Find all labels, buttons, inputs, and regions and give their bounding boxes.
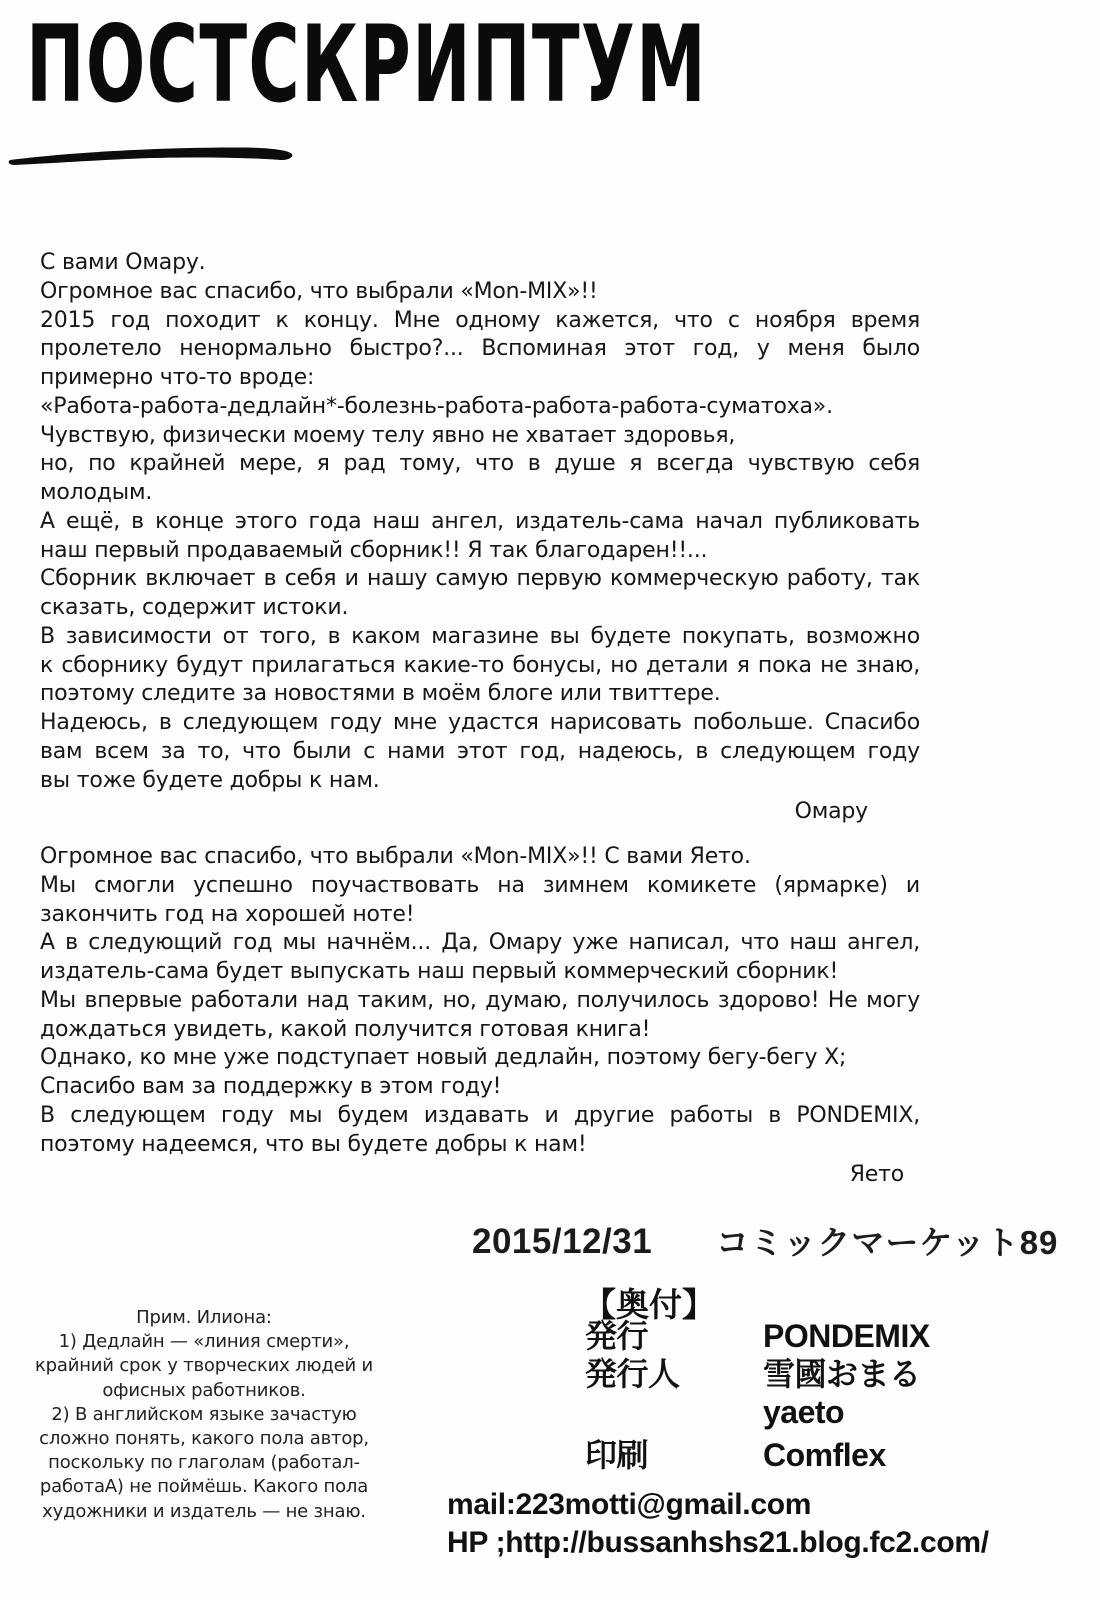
- note-line: поскольку по глаголам (работал-: [48, 1452, 360, 1474]
- note-line: 1) Дедлайн — «линия смерти»,: [58, 1331, 350, 1353]
- text-line: Огромное вас спасибо, что выбрали «Mon-MIX»!! С вами Яето.: [40, 844, 751, 869]
- note-line: офисных работников.: [102, 1379, 306, 1401]
- note-line: Прим. Илиона:: [136, 1307, 272, 1328]
- text-line: вы тоже будете добры к нам.: [40, 767, 380, 793]
- text-line: «Работа-работа-дедлайн*-болезнь-работа-работа-работа-суматоха».: [40, 393, 833, 419]
- text-line: закончить год на хорошей ноте!: [40, 901, 415, 927]
- text-line: Надеюсь, в следующем году мне удастся нарисовать побольше. Спасибо: [40, 710, 920, 735]
- text-line: пролетело ненормально быстро?... Вспоминая этот год, у меня было: [40, 336, 920, 362]
- note-line: работаА) не поймёшь. Какого пола: [39, 1476, 369, 1498]
- text-line: примерно что-то вроде:: [40, 365, 315, 390]
- text-line: Мы смогли успешно поучаствовать на зимнем комикете (ярмарке) и: [40, 872, 920, 898]
- text-line: Чувствую, физически моему телу явно не хватает здоровья,: [40, 422, 736, 448]
- signature-omaru: Омару: [794, 799, 868, 825]
- text-line: В зависимости от того, в каком магазине вы будете покупать, возможно: [40, 623, 920, 649]
- text-line: дождаться увидеть, какой получится готовая книга!: [40, 1016, 651, 1042]
- note-line: крайний срок у творческих людей и: [35, 1355, 373, 1377]
- text-line: поэтому надеемся, что вы будете добры к нам!: [40, 1131, 587, 1157]
- colophon-label-issuer: 発行人: [585, 1356, 680, 1392]
- text-line: 2015 год походит к концу. Мне одному кажется, что с ноября время: [40, 307, 920, 333]
- text-line: Сборник включает в себя и нашу самую первую коммерческую работу, так: [40, 566, 920, 592]
- note-line: художники и издатель — не знаю.: [42, 1500, 366, 1522]
- event-name: コミックマーケット89: [716, 1224, 1059, 1261]
- brush-underline-icon: [6, 138, 298, 170]
- translator-note: [28, 1306, 380, 1524]
- text-line: С вами Омару.: [40, 250, 206, 275]
- text-line: издатель-сама будет выпускать наш первый коммерческий сборник!: [40, 959, 839, 984]
- colophon-value-issuer: 雪國おまる: [763, 1356, 921, 1392]
- text-line: наш первый продаваемый сборник!! Я так благодарен!!...: [40, 537, 708, 563]
- text-line: Спасибо вам за поддержку в этом году!: [40, 1074, 502, 1099]
- afterword-omaru-paragraph: [40, 249, 920, 827]
- text-line: молодым.: [40, 480, 153, 505]
- colophon-header: 【奥付】: [583, 1286, 715, 1323]
- signature-yaeto: Яето: [849, 1162, 904, 1188]
- page-title: ПОСТСКРИПТУМ: [26, 3, 708, 126]
- text-line: В следующем году мы будем издавать и другие работы в PONDEMIX,: [40, 1102, 920, 1128]
- afterword-yaeto-paragraph: [40, 843, 920, 1190]
- text-line: сказать, содержит истоки.: [40, 595, 349, 620]
- note-line: 2) В английском языке зачастую: [51, 1403, 357, 1425]
- text-line: но, по крайней мере, я рад тому, что в душе я всегда чувствую себя: [40, 451, 920, 477]
- text-line: А в следующий год мы начнём... Да, Омару уже написал, что наш ангел,: [40, 930, 920, 956]
- colophon-label-printing: 印刷: [585, 1437, 649, 1473]
- contact-mail: mail:223motti@gmail.com: [447, 1488, 812, 1521]
- colophon-value-printing: Comflex: [763, 1437, 886, 1473]
- text-line: Однако, ко мне уже подступает новый дедлайн, поэтому бегу-бегу Х;: [40, 1045, 847, 1071]
- text-line: поэтому следите за новостями в моём блоге или твиттере.: [40, 681, 721, 707]
- colophon-label-publisher: 発行: [585, 1318, 649, 1354]
- text-line: Огромное вас спасибо, что выбрали «Mon-MIX»!!: [40, 278, 598, 304]
- colophon-value-issuer-2: yaeto: [763, 1394, 845, 1430]
- contact-homepage: HP ;http://bussanhshs21.blog.fc2.com/: [447, 1526, 989, 1559]
- text-line: к сборнику будут прилагаться какие-то бонусы, но детали я пока не знаю,: [40, 652, 920, 678]
- colophon-value-publisher: PONDEMIX: [763, 1318, 930, 1354]
- event-date: 2015/12/31: [472, 1222, 653, 1261]
- text-line: А ещё, в конце этого года наш ангел, издатель-сама начал публиковать: [40, 508, 920, 534]
- note-line: сложно понять, какого пола автор,: [39, 1428, 369, 1450]
- text-line: вам всем за то, что были с нами этот год, надеюсь, в следующем году: [40, 738, 920, 764]
- text-line: Мы впервые работали над таким, но, думаю, получилось здорово! Не могу: [40, 987, 920, 1013]
